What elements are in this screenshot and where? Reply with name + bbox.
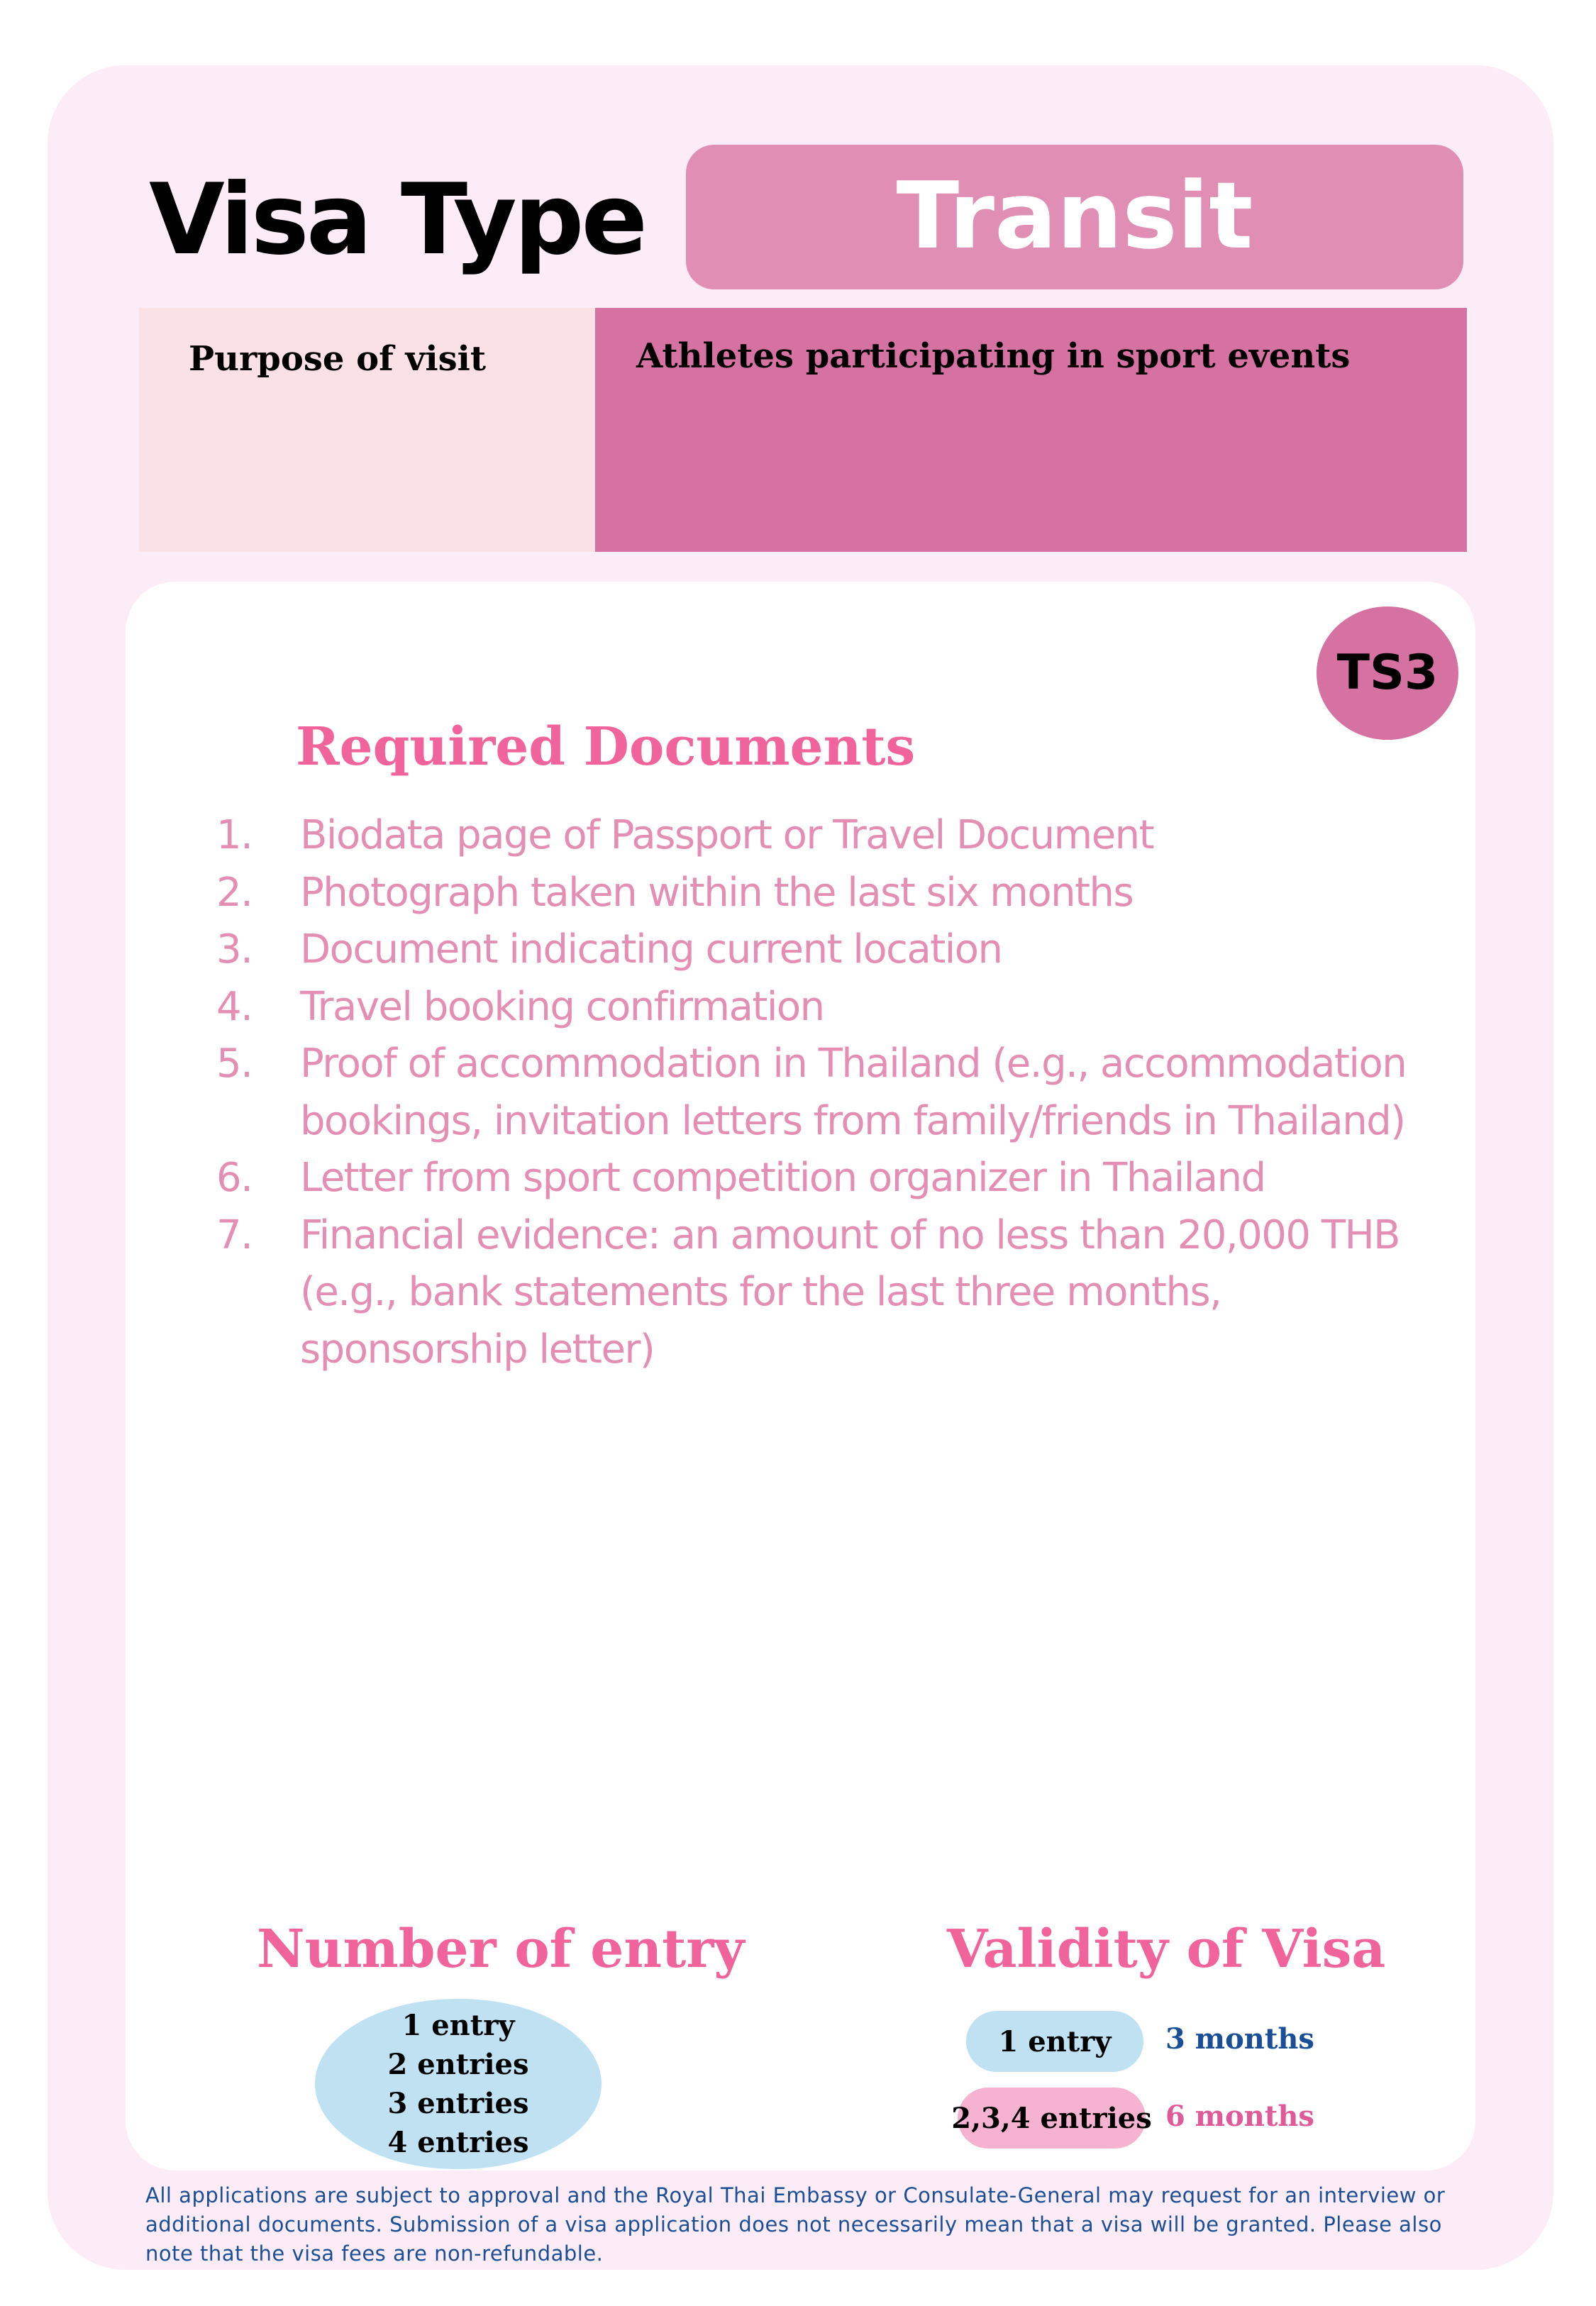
validity-entries-pill: 1 entry	[966, 2011, 1143, 2072]
required-documents-list	[216, 807, 1458, 1378]
entry-option: 3 entries	[387, 2087, 529, 2120]
entry-option: 4 entries	[387, 2126, 529, 2159]
purpose-value: Athletes participating in sport events	[636, 336, 1351, 376]
document-number: 3.	[216, 926, 253, 972]
document-item	[216, 1207, 1458, 1379]
document-number: 7.	[216, 1212, 253, 1258]
purpose-value-cell	[595, 308, 1467, 552]
document-text: Letter from sport competition organizer in Thailand	[300, 1155, 1265, 1201]
document-item	[216, 1150, 1458, 1207]
document-item	[216, 807, 1458, 865]
number-of-entry-heading: Number of entry	[257, 1919, 745, 1980]
visa-type-heading: Visa Type	[149, 162, 645, 277]
document-text: Financial evidence: an amount of no less than 20,000 THB (e.g., bank statements for the last three months, sponsorship letter)	[300, 1212, 1400, 1373]
validity-heading: Validity of Visa	[947, 1919, 1386, 1980]
disclaimer-text: All applications are subject to approval and the Royal Thai Embassy or Consulate-General may request for an interview or additional documents. Submission of a visa application does not necessarily mean that a visa will be granted. Please also note that the visa fees are non-refundable.	[145, 2183, 1446, 2266]
entry-option: 2 entries	[387, 2048, 529, 2081]
document-text: Photograph taken within the last six months	[300, 869, 1134, 916]
required-documents-heading: Required Documents	[296, 716, 916, 777]
entry-option: 1 entry	[401, 2009, 515, 2042]
visa-type-badge: Transit	[686, 145, 1463, 289]
document-text: Proof of accommodation in Thailand (e.g., accommodation bookings, invitation letters from family/friends in Thailand)	[300, 1041, 1407, 1144]
document-number: 4.	[216, 983, 253, 1030]
entry-options-oval	[315, 1999, 602, 2169]
document-text: Travel booking confirmation	[300, 983, 824, 1030]
validity-duration: 3 months	[1165, 2022, 1314, 2056]
validity-duration: 6 months	[1165, 2100, 1314, 2133]
validity-entries-pill: 2,3,4 entries	[958, 2088, 1146, 2149]
document-text: Document indicating current location	[300, 926, 1002, 972]
document-number: 5.	[216, 1041, 253, 1087]
document-item	[216, 979, 1458, 1036]
document-item	[216, 1036, 1458, 1150]
document-item	[216, 865, 1458, 922]
purpose-label-cell	[139, 308, 595, 552]
document-number: 2.	[216, 869, 253, 916]
visa-code-badge: TS3	[1317, 606, 1458, 740]
document-item	[216, 921, 1458, 979]
document-number: 6.	[216, 1155, 253, 1201]
document-text: Biodata page of Passport or Travel Document	[300, 812, 1154, 858]
document-number: 1.	[216, 812, 253, 858]
purpose-label: Purpose of visit	[189, 339, 487, 379]
